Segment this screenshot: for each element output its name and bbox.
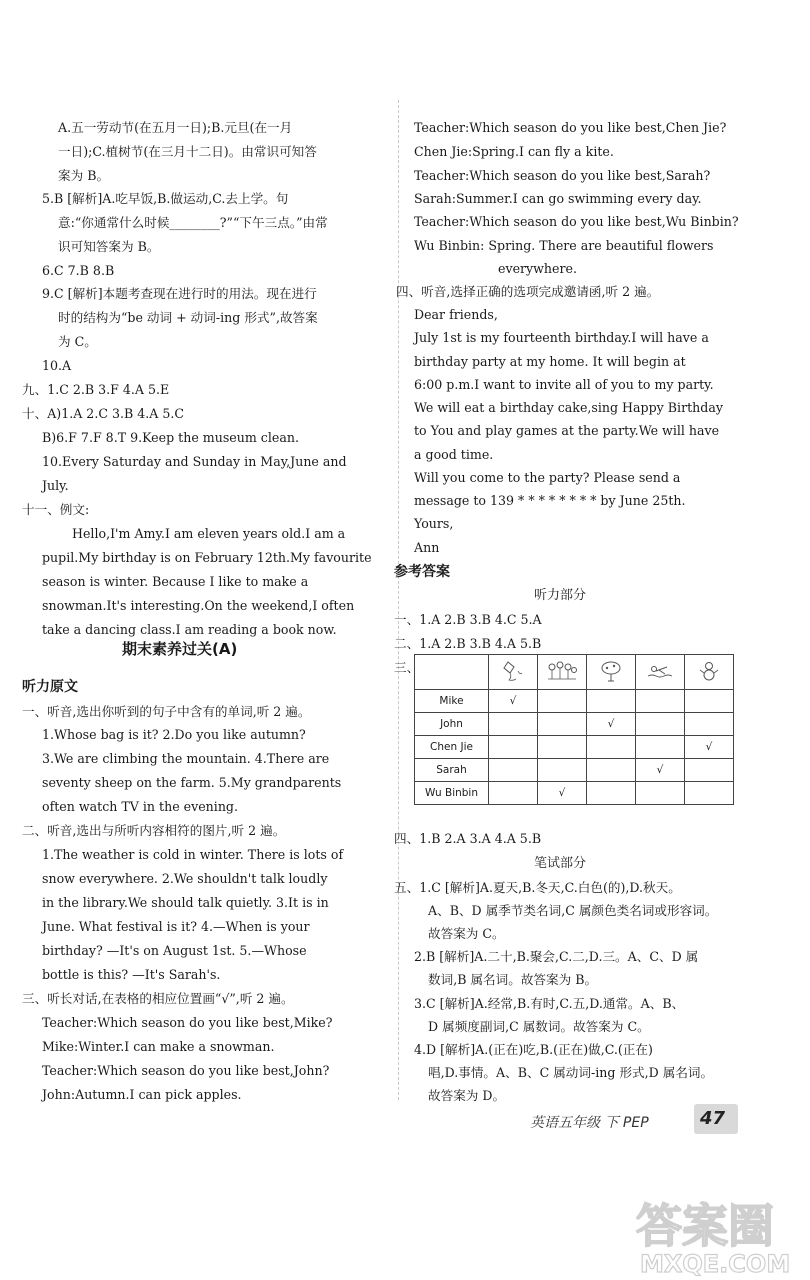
row-name: John <box>415 713 489 736</box>
table-cell <box>538 713 587 736</box>
table-cell <box>636 690 685 713</box>
left-line: bottle is this? —It's Sarah's. <box>42 967 221 982</box>
left-line: Mike:Winter.I can make a snowman. <box>42 1039 275 1054</box>
table-row <box>415 713 734 736</box>
left-line: 识可知答案为 B。 <box>58 239 160 254</box>
table-row <box>415 736 734 759</box>
right-line: We will eat a birthday cake,sing Happy Birthday <box>414 400 723 415</box>
right-line: 四、1.B 2.A 3.A 4.A 5.B <box>394 831 542 846</box>
right-line: 四、听音,选择正确的选项完成邀请函,听 2 遍。 <box>396 284 660 299</box>
writing-part-title: 笔试部分 <box>534 856 587 871</box>
right-line: Chen Jie:Spring.I can fly a kite. <box>414 144 614 159</box>
left-line: A.五一劳动节(在五月一日);B.元旦(在一月 <box>58 120 293 135</box>
table-cell <box>685 782 734 805</box>
table-row <box>415 759 734 782</box>
table-cell <box>636 713 685 736</box>
right-line: birthday party at my home. It will begin at <box>414 354 686 369</box>
left-line: 二、听音,选出与所听内容相符的图片,听 2 遍。 <box>22 823 286 838</box>
left-line: 1.Whose bag is it? 2.Do you like autumn? <box>42 727 306 742</box>
flowers-icon <box>538 655 587 690</box>
table-cell <box>489 713 538 736</box>
left-line: often watch TV in the evening. <box>42 799 238 814</box>
table-cell <box>636 782 685 805</box>
table-cell <box>489 782 538 805</box>
left-line: 十一、例文: <box>22 502 90 517</box>
swimming-icon <box>636 655 685 690</box>
left-line: 案为 B。 <box>58 168 110 183</box>
table-cell <box>587 759 636 782</box>
right-line: A、B、D 属季节类名词,C 属颜色类名词或形容词。 <box>428 903 718 918</box>
left-line: birthday? —It's on August 1st. 5.—Whose <box>42 943 307 958</box>
check-mark: √ <box>538 782 587 805</box>
check-mark: √ <box>489 690 538 713</box>
check-mark: √ <box>685 736 734 759</box>
table-row <box>415 782 734 805</box>
left-line: 意:“你通常什么时候________?”“下午三点。”由常 <box>58 215 328 230</box>
right-line: 2.B [解析]A.二十,B.聚会,C.二,D.三。A、C、D 属 <box>414 949 699 964</box>
right-line: Ann <box>414 540 440 555</box>
right-line: 6:00 p.m.I want to invite all of you to my party. <box>414 377 714 392</box>
table-cell <box>685 713 734 736</box>
kite-icon <box>489 655 538 690</box>
table-cell <box>538 736 587 759</box>
right-line: D 属频度副词,C 属数词。故答案为 C。 <box>428 1019 650 1034</box>
left-line: pupil.My birthday is on February 12th.My favourite <box>42 550 372 565</box>
right-line: a good time. <box>414 447 494 462</box>
left-line: take a dancing class.I am reading a book now. <box>42 622 337 637</box>
right-line: Sarah:Summer.I can go swimming every day. <box>414 191 702 206</box>
watermark-text-top: 答案圈 <box>636 1199 774 1253</box>
right-line: Wu Binbin: Spring. There are beautiful flowers <box>414 238 714 253</box>
left-line: 1.The weather is cold in winter. There is lots of <box>42 847 344 862</box>
check-mark: √ <box>587 713 636 736</box>
row-name: Mike <box>415 690 489 713</box>
left-line: B)6.F 7.F 8.T 9.Keep the museum clean. <box>42 430 299 445</box>
right-line: 二、1.A 2.B 3.B 4.A 5.B <box>394 636 542 651</box>
right-line: 故答案为 D。 <box>428 1088 506 1103</box>
left-line: 九、1.C 2.B 3.F 4.A 5.E <box>22 382 170 397</box>
row-name: Sarah <box>415 759 489 782</box>
left-line: July. <box>42 478 69 493</box>
table-cell <box>636 736 685 759</box>
left-line: Hello,I'm Amy.I am eleven years old.I am a <box>72 526 346 541</box>
left-line: John:Autumn.I can pick apples. <box>42 1087 242 1102</box>
left-line: Teacher:Which season do you like best,Mike? <box>42 1015 333 1030</box>
right-line: July 1st is my fourteenth birthday.I will have a <box>414 330 709 345</box>
table-cell <box>587 782 636 805</box>
left-line: 9.C [解析]本题考查现在进行时的用法。现在进行 <box>42 286 317 301</box>
left-line: 时的结构为“be 动词 + 动词-ing 形式”,故答案 <box>58 310 318 325</box>
left-line: seventy sheep on the farm. 5.My grandparents <box>42 775 342 790</box>
left-line: snow everywhere. 2.We shouldn't talk loudly <box>42 871 328 886</box>
row-name: Chen Jie <box>415 736 489 759</box>
left-line: snowman.It's interesting.On the weekend,I often <box>42 598 355 613</box>
left-line: in the library.We should talk quietly. 3.It is in <box>42 895 329 910</box>
left-line: 3.We are climbing the mountain. 4.There are <box>42 751 330 766</box>
right-line: 4.D [解析]A.(正在)吃,B.(正在)做,C.(正在) <box>414 1042 653 1057</box>
table-cell <box>538 759 587 782</box>
right-line: message to 139 * * * * * * * * by June 25th. <box>414 493 686 508</box>
right-line: Yours, <box>414 516 454 531</box>
exam-title: 期末素养过关(A) <box>122 640 238 658</box>
listening-script-heading: 听力原文 <box>22 679 78 695</box>
table-header-row <box>415 655 734 690</box>
right-line: Teacher:Which season do you like best,Sarah? <box>414 168 711 183</box>
watermark-text-bottom: MXQE.COM <box>640 1250 791 1278</box>
answer-key-heading: 参考答案 <box>394 564 450 580</box>
right-line: 故答案为 C。 <box>428 926 505 941</box>
page-number: 47 <box>700 1108 726 1129</box>
left-line: 6.C 7.B 8.B <box>42 263 115 278</box>
snowman-icon <box>685 655 734 690</box>
season-table <box>414 654 734 805</box>
right-line: Will you come to the party? Please send a <box>414 470 681 485</box>
right-line: 唱,D.事情。A、B、C 属动词-ing 形式,D 属名词。 <box>428 1065 714 1080</box>
apple-tree-icon <box>587 655 636 690</box>
left-line: 三、听长对话,在表格的相应位置画“√”,听 2 遍。 <box>22 991 294 1006</box>
row-name: Wu Binbin <box>415 782 489 805</box>
left-line: 十、A)1.A 2.C 3.B 4.A 5.C <box>22 406 185 421</box>
check-mark: √ <box>636 759 685 782</box>
table-cell <box>685 690 734 713</box>
right-line: to You and play games at the party.We will have <box>414 423 720 438</box>
table-row <box>415 690 734 713</box>
right-line: 三、 <box>394 660 420 675</box>
left-line: Teacher:Which season do you like best,John? <box>42 1063 330 1078</box>
watermark-logo <box>630 1188 808 1278</box>
right-line: 一、1.A 2.B 3.B 4.C 5.A <box>394 612 542 627</box>
table-cell <box>489 736 538 759</box>
left-line: 一日);C.植树节(在三月十二日)。由常识可知答 <box>58 144 317 159</box>
left-line: 10.Every Saturday and Sunday in May,June and <box>42 454 347 469</box>
table-cell <box>538 690 587 713</box>
left-line: 10.A <box>42 358 72 373</box>
left-line: 一、听音,选出你听到的句子中含有的单词,听 2 遍。 <box>22 704 311 719</box>
table-cell <box>489 759 538 782</box>
right-line: 3.C [解析]A.经常,B.有时,C.五,D.通常。A、B、 <box>414 996 685 1011</box>
listening-part-title: 听力部分 <box>534 588 587 603</box>
right-line: 五、1.C [解析]A.夏天,B.冬天,C.白色(的),D.秋天。 <box>394 880 681 895</box>
right-line: Teacher:Which season do you like best,Wu Binbin? <box>414 214 739 229</box>
left-line: June. What festival is it? 4.—When is your <box>42 919 310 934</box>
left-line: 为 C。 <box>58 334 97 349</box>
footer-book-label: 英语五年级 下 PEP <box>530 1115 649 1131</box>
right-line: Teacher:Which season do you like best,Chen Jie? <box>414 120 727 135</box>
left-line: season is winter. Because I like to make a <box>42 574 309 589</box>
table-cell <box>587 690 636 713</box>
column-divider <box>398 100 399 1100</box>
right-line: Dear friends, <box>414 307 498 322</box>
left-line: 5.B [解析]A.吃早饭,B.做运动,C.去上学。句 <box>42 191 289 206</box>
table-cell <box>685 759 734 782</box>
right-line: everywhere. <box>498 261 577 276</box>
table-cell <box>587 736 636 759</box>
right-line: 数词,B 属名词。故答案为 B。 <box>428 972 598 987</box>
